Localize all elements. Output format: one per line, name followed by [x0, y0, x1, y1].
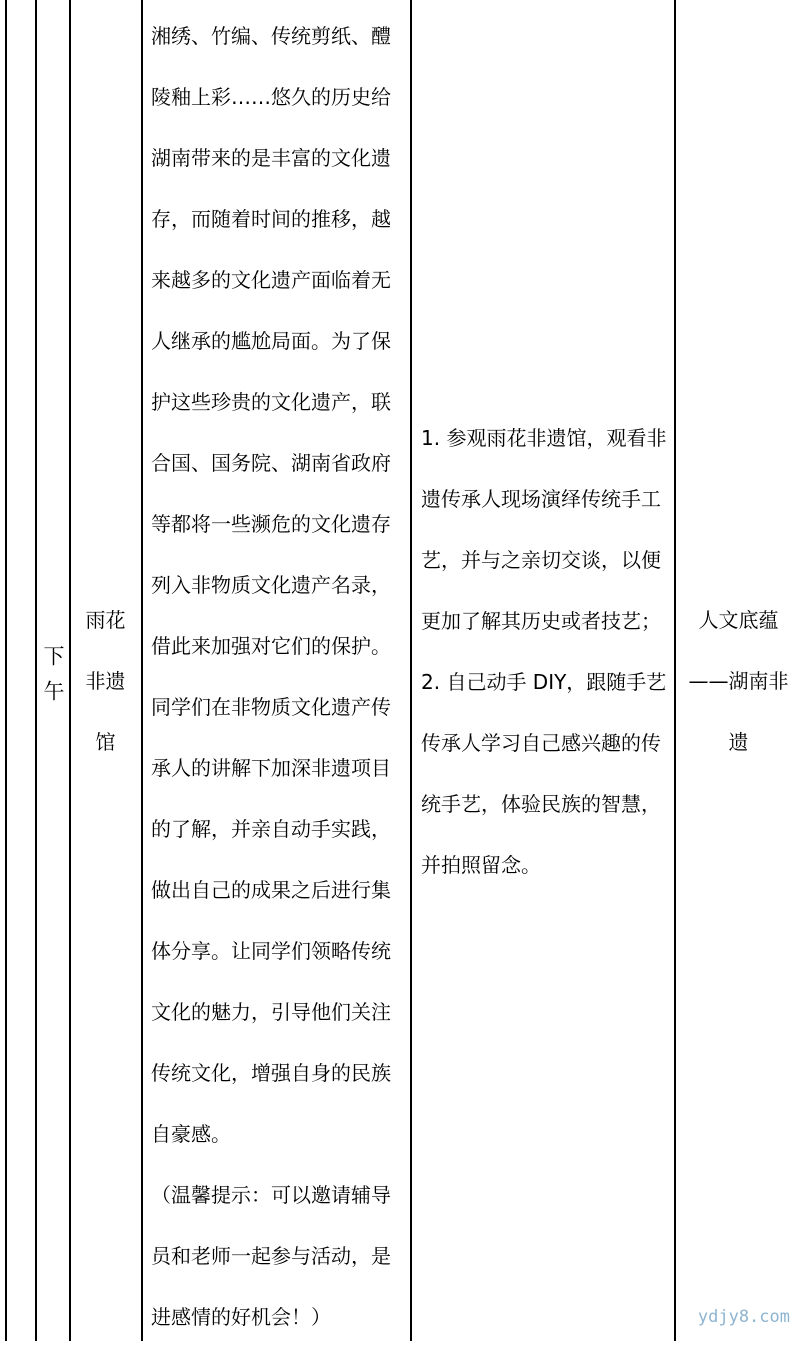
activities-list: [421, 408, 671, 896]
description-line: 合国、国务院、湖南省政府: [151, 451, 391, 475]
description-line: 的了解，并亲自动手实践，: [151, 817, 391, 841]
description-line: 做出自己的成果之后进行集: [151, 878, 391, 902]
activities-cell: [421, 0, 671, 1341]
description-line: 来越多的文化遗产面临着无: [151, 268, 391, 292]
description-line: 进感情的好机会！）: [151, 1305, 331, 1329]
description-line: 员和老师一起参与活动，是: [151, 1244, 391, 1268]
description-line: 湘绣、竹编、传统剪纸、醴: [151, 24, 391, 48]
description-line: （温馨提示：可以邀请辅导: [151, 1183, 391, 1207]
description-line: 承人的讲解下加深非遗项目: [151, 756, 391, 780]
description-line: 自豪感。: [151, 1122, 231, 1146]
description-line: 传统文化，增强自身的民族: [151, 1061, 391, 1085]
column-divider: [410, 0, 412, 1341]
description-line: 借此来加强对它们的保护。: [151, 634, 391, 658]
table-border-left: [5, 0, 7, 1341]
theme-title: 人文底蕴——湖南非遗: [688, 608, 789, 754]
description-line: 陵釉上彩……悠久的历史给: [151, 85, 391, 109]
activity-item: 2. 自己动手 DIY，跟随手艺传承人学习自己感兴趣的传统手艺，体验民族的智慧，并拍照留念。: [421, 669, 667, 877]
description-line: 同学们在非物质文化遗产传: [151, 695, 391, 719]
column-divider: [674, 0, 676, 1341]
description-line: 列入非物质文化遗产名录，: [151, 573, 391, 597]
description-line: 体分享。让同学们领略传统: [151, 939, 391, 963]
description-cell: [151, 0, 409, 1341]
description-line: 文化的魅力，引导他们关注: [151, 1000, 391, 1024]
description-line: 人继承的尴尬局面。为了保: [151, 329, 391, 353]
description-line: 护这些珍贵的文化遗产，联: [151, 390, 391, 414]
place-cell: [70, 0, 141, 1341]
description-line: 等都将一些濒危的文化遗存: [151, 512, 391, 536]
time-label: 下午: [41, 644, 65, 715]
site-watermark: ydjy8.com: [697, 1307, 790, 1327]
column-divider: [141, 0, 143, 1341]
place-name: 雨花非遗馆: [85, 608, 126, 754]
activity-item: 1. 参观雨花非遗馆，观看非遗传承人现场演绎传统手工艺，并与之亲切交谈，以便更加了解其历史或者技艺；: [421, 425, 667, 633]
time-cell: [36, 0, 69, 1341]
description-line: 湖南带来的是丰富的文化遗: [151, 146, 391, 170]
description-text: [151, 6, 409, 1348]
theme-cell: [677, 0, 800, 1341]
description-line: 存，而随着时间的推移，越: [151, 207, 391, 231]
